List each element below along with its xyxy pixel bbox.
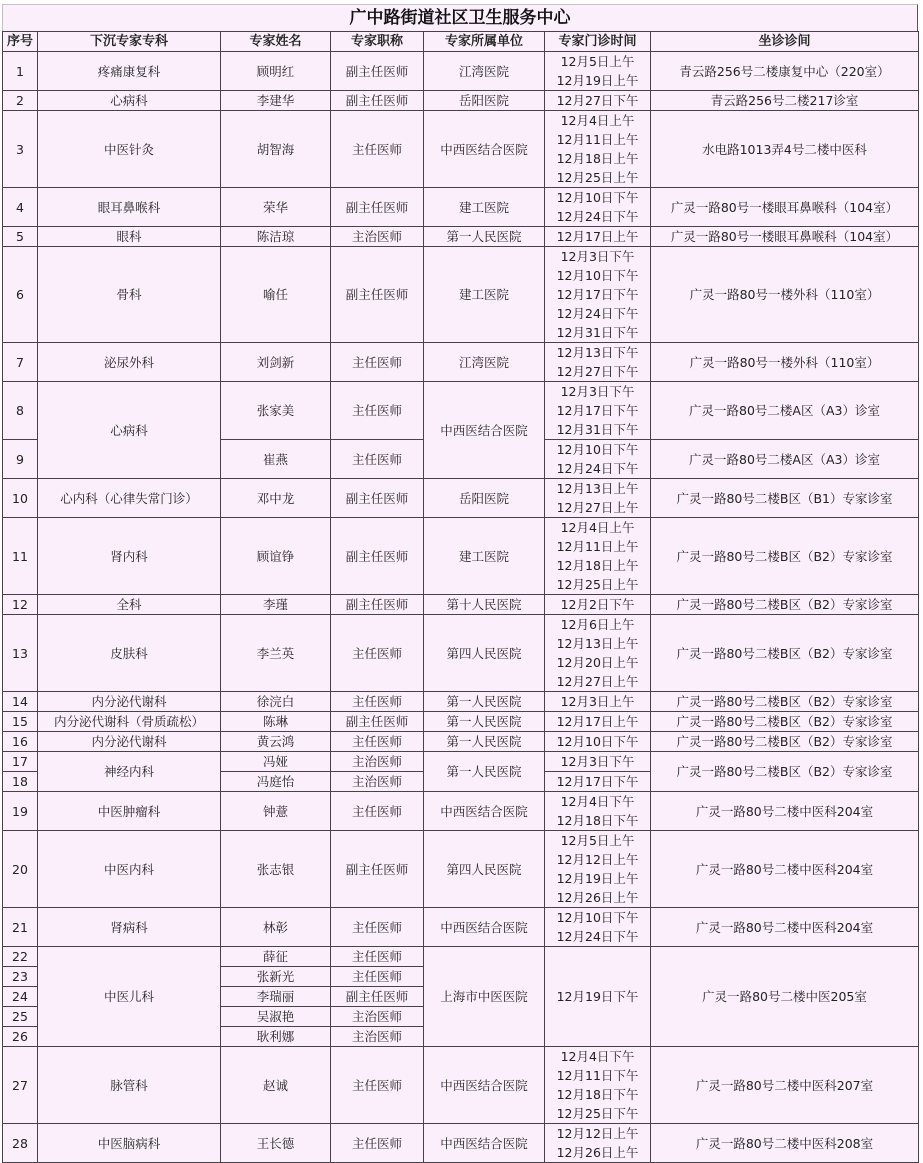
cell-room: 青云路256号二楼康复中心（220室） (651, 52, 919, 91)
time-slot: 12月24日下午 (556, 209, 639, 224)
cell-name: 李兰英 (221, 615, 331, 692)
cell-dept: 内分泌代谢科（骨质疏松） (38, 712, 221, 732)
cell-room: 广灵一路80号二楼B区（B2）专家诊室 (651, 712, 919, 732)
cell-unit: 第十人民医院 (424, 595, 545, 615)
time-slot: 12月19日下午 (556, 989, 639, 1004)
cell-title: 主治医师 (331, 1027, 424, 1047)
cell-room: 广灵一路80号二楼B区（B2）专家诊室 (651, 615, 919, 692)
cell-times (545, 947, 651, 1047)
time-slot: 12月13日下午 (556, 345, 639, 360)
cell-name: 陈洁琼 (221, 227, 331, 247)
time-slot: 12月26日上午 (556, 890, 639, 905)
time-slot: 12月27日上午 (556, 500, 639, 515)
cell-unit: 岳阳医院 (424, 91, 545, 111)
cell-title: 副主任医师 (331, 595, 424, 615)
time-slot: 12月19日上午 (556, 73, 639, 88)
time-slot: 12月19日上午 (556, 871, 639, 886)
cell-room: 广灵一路80号二楼中医科204室 (651, 792, 919, 831)
time-slot: 12月5日上午 (560, 833, 635, 848)
cell-unit: 江湾医院 (424, 52, 545, 91)
time-slot: 12月31日下午 (556, 325, 639, 340)
cell-dept: 内分泌代谢科 (38, 732, 221, 752)
cell-title: 主任医师 (331, 1124, 424, 1163)
time-slot: 12月5日上午 (560, 54, 635, 69)
time-slot: 12月27日下午 (556, 93, 639, 108)
time-slot: 12月24日下午 (556, 306, 639, 321)
cell-dept: 眼科 (38, 227, 221, 247)
cell-dept: 中医内科 (38, 831, 221, 908)
header-room: 坐诊诊间 (651, 32, 919, 52)
cell-name: 崔燕 (221, 440, 331, 479)
cell-title: 副主任医师 (331, 518, 424, 595)
cell-times (545, 792, 651, 831)
cell-times (545, 752, 651, 772)
cell-times (545, 343, 651, 382)
cell-unit: 第一人民医院 (424, 227, 545, 247)
cell-title: 主任医师 (331, 692, 424, 712)
table-row (3, 947, 919, 967)
cell-no: 8 (3, 382, 38, 440)
cell-dept: 肾病科 (38, 908, 221, 947)
cell-title: 主任医师 (331, 382, 424, 440)
cell-title: 主任医师 (331, 440, 424, 479)
cell-name: 赵诚 (221, 1047, 331, 1124)
cell-times (545, 227, 651, 247)
cell-times (545, 692, 651, 712)
cell-unit: 江湾医院 (424, 343, 545, 382)
cell-room: 广灵一路80号二楼中医205室 (651, 947, 919, 1047)
time-slot: 12月17日下午 (556, 403, 639, 418)
cell-title: 主任医师 (331, 947, 424, 967)
cell-times (545, 382, 651, 440)
cell-no: 1 (3, 52, 38, 91)
cell-title: 主任医师 (331, 967, 424, 987)
cell-room: 广灵一路80号一楼眼耳鼻喉科（104室） (651, 227, 919, 247)
cell-room: 广灵一路80号二楼B区（B2）专家诊室 (651, 752, 919, 792)
cell-unit: 第一人民医院 (424, 752, 545, 792)
cell-name: 顾谊铮 (221, 518, 331, 595)
cell-no: 5 (3, 227, 38, 247)
cell-times (545, 91, 651, 111)
cell-unit: 第四人民医院 (424, 615, 545, 692)
cell-room: 广灵一路80号二楼B区（B2）专家诊室 (651, 595, 919, 615)
table-row (3, 382, 919, 440)
time-slot: 12月25日上午 (556, 577, 639, 592)
time-slot: 12月3日上午 (560, 694, 635, 709)
cell-name: 喻任 (221, 247, 331, 343)
cell-name: 张新光 (221, 967, 331, 987)
cell-title: 主任医师 (331, 111, 424, 188)
table-row (3, 1047, 919, 1124)
cell-name: 李瑞丽 (221, 987, 331, 1007)
expert-schedule-table (2, 31, 919, 1163)
header-no: 序号 (3, 32, 38, 52)
cell-name: 胡智海 (221, 111, 331, 188)
schedule-sheet (2, 4, 918, 1163)
page-title: 广中路街道社区卫生服务中心 (2, 4, 918, 31)
time-slot: 12月10日下午 (556, 268, 639, 283)
cell-unit: 第四人民医院 (424, 831, 545, 908)
cell-times (545, 772, 651, 792)
cell-name: 黄云鸿 (221, 732, 331, 752)
cell-title: 副主任医师 (331, 987, 424, 1007)
cell-dept: 泌尿外科 (38, 343, 221, 382)
time-slot: 12月27日上午 (556, 674, 639, 689)
time-slot: 12月11日下午 (556, 1068, 639, 1083)
time-slot: 12月25日上午 (556, 170, 639, 185)
cell-unit: 中西医结合医院 (424, 111, 545, 188)
time-slot: 12月17日下午 (556, 774, 639, 789)
cell-unit: 第一人民医院 (424, 712, 545, 732)
cell-room: 广灵一路80号二楼A区（A3）诊室 (651, 440, 919, 479)
table-row (3, 831, 919, 908)
time-slot: 12月24日下午 (556, 461, 639, 476)
cell-dept: 全科 (38, 595, 221, 615)
cell-room: 广灵一路80号二楼B区（B2）专家诊室 (651, 518, 919, 595)
time-slot: 12月11日上午 (556, 539, 639, 554)
cell-room: 广灵一路80号二楼A区（A3）诊室 (651, 382, 919, 440)
cell-room: 广灵一路80号一楼眼耳鼻喉科（104室） (651, 188, 919, 227)
cell-room: 广灵一路80号二楼中医科204室 (651, 831, 919, 908)
cell-dept: 眼耳鼻喉科 (38, 188, 221, 227)
cell-unit: 中西医结合医院 (424, 382, 545, 479)
cell-times (545, 52, 651, 91)
cell-dept: 内分泌代谢科 (38, 692, 221, 712)
cell-room: 水电路1013弄4号二楼中医科 (651, 111, 919, 188)
cell-unit: 中西医结合医院 (424, 1124, 545, 1163)
table-row (3, 188, 919, 227)
cell-name: 顾明红 (221, 52, 331, 91)
header-unit: 专家所属单位 (424, 32, 545, 52)
cell-room: 广灵一路80号二楼中医科208室 (651, 1124, 919, 1163)
cell-no: 12 (3, 595, 38, 615)
cell-title: 副主任医师 (331, 479, 424, 518)
cell-no: 23 (3, 967, 38, 987)
cell-name: 林彰 (221, 908, 331, 947)
cell-title: 主治医师 (331, 1007, 424, 1027)
cell-room: 广灵一路80号二楼B区（B1）专家诊室 (651, 479, 919, 518)
time-slot: 12月4日下午 (560, 1049, 635, 1064)
cell-no: 15 (3, 712, 38, 732)
cell-room: 青云路256号二楼217诊室 (651, 91, 919, 111)
time-slot: 12月31日下午 (556, 422, 639, 437)
cell-name: 张家美 (221, 382, 331, 440)
cell-unit: 中西医结合医院 (424, 1047, 545, 1124)
cell-dept: 中医儿科 (38, 947, 221, 1047)
cell-no: 4 (3, 188, 38, 227)
cell-times (545, 712, 651, 732)
time-slot: 12月13日上午 (556, 481, 639, 496)
cell-no: 9 (3, 440, 38, 479)
time-slot: 12月13日上午 (556, 636, 639, 651)
cell-unit: 上海市中医医院 (424, 947, 545, 1047)
cell-name: 李瑾 (221, 595, 331, 615)
time-slot: 12月12日上午 (556, 852, 639, 867)
cell-name: 吴淑艳 (221, 1007, 331, 1027)
time-slot: 12月4日上午 (560, 520, 635, 535)
cell-no: 3 (3, 111, 38, 188)
time-slot: 12月3日下午 (560, 754, 635, 769)
cell-dept: 心内科（心律失常门诊） (38, 479, 221, 518)
cell-room: 广灵一路80号二楼中医科204室 (651, 908, 919, 947)
cell-title: 主治医师 (331, 752, 424, 772)
cell-dept: 脉管科 (38, 1047, 221, 1124)
time-slot: 12月4日上午 (560, 113, 635, 128)
cell-dept: 皮肤科 (38, 615, 221, 692)
cell-title: 主治医师 (331, 227, 424, 247)
header-name: 专家姓名 (221, 32, 331, 52)
cell-title: 副主任医师 (331, 831, 424, 908)
cell-room: 广灵一路80号二楼B区（B2）专家诊室 (651, 692, 919, 712)
cell-title: 副主任医师 (331, 188, 424, 227)
time-slot: 12月17日上午 (556, 714, 639, 729)
cell-name: 冯娅 (221, 752, 331, 772)
table-row (3, 479, 919, 518)
table-row (3, 752, 919, 772)
time-slot: 12月2日下午 (560, 597, 635, 612)
table-row (3, 227, 919, 247)
table-row (3, 52, 919, 91)
time-slot: 12月25日下午 (556, 1106, 639, 1121)
cell-room: 广灵一路80号二楼B区（B2）专家诊室 (651, 732, 919, 752)
time-slot: 12月17日上午 (556, 229, 639, 244)
cell-times (545, 595, 651, 615)
cell-name: 徐浣白 (221, 692, 331, 712)
cell-no: 6 (3, 247, 38, 343)
time-slot: 12月18日上午 (556, 558, 639, 573)
cell-no: 21 (3, 908, 38, 947)
cell-no: 22 (3, 947, 38, 967)
cell-no: 25 (3, 1007, 38, 1027)
cell-unit: 建工医院 (424, 518, 545, 595)
cell-times (545, 908, 651, 947)
time-slot: 12月11日上午 (556, 132, 639, 147)
cell-times (545, 831, 651, 908)
cell-unit: 中西医结合医院 (424, 908, 545, 947)
cell-no: 17 (3, 752, 38, 772)
cell-unit: 第一人民医院 (424, 732, 545, 752)
cell-no: 20 (3, 831, 38, 908)
time-slot: 12月4日下午 (560, 794, 635, 809)
cell-no: 14 (3, 692, 38, 712)
table-row (3, 595, 919, 615)
cell-name: 邓中龙 (221, 479, 331, 518)
cell-name: 刘剑新 (221, 343, 331, 382)
time-slot: 12月10日下午 (556, 190, 639, 205)
table-row (3, 91, 919, 111)
cell-no: 11 (3, 518, 38, 595)
time-slot: 12月18日下午 (556, 813, 639, 828)
cell-times (545, 732, 651, 752)
time-slot: 12月3日下午 (560, 384, 635, 399)
time-slot: 12月10日下午 (556, 442, 639, 457)
cell-no: 24 (3, 987, 38, 1007)
cell-title: 副主任医师 (331, 52, 424, 91)
cell-times (545, 1124, 651, 1163)
cell-dept: 骨科 (38, 247, 221, 343)
cell-title: 主治医师 (331, 772, 424, 792)
header-dept: 下沉专家专科 (38, 32, 221, 52)
cell-dept: 疼痛康复科 (38, 52, 221, 91)
time-slot: 12月20日上午 (556, 655, 639, 670)
cell-times (545, 479, 651, 518)
cell-title: 主任医师 (331, 1047, 424, 1124)
cell-title: 主任医师 (331, 792, 424, 831)
time-slot: 12月3日下午 (560, 249, 635, 264)
cell-times (545, 615, 651, 692)
cell-times (545, 111, 651, 188)
cell-no: 2 (3, 91, 38, 111)
table-row (3, 732, 919, 752)
cell-dept: 中医肿瘤科 (38, 792, 221, 831)
cell-name: 王长德 (221, 1124, 331, 1163)
table-row (3, 1124, 919, 1163)
cell-dept: 肾内科 (38, 518, 221, 595)
cell-times (545, 247, 651, 343)
cell-dept: 中医脑病科 (38, 1124, 221, 1163)
time-slot: 12月10日下午 (556, 910, 639, 925)
cell-title: 主任医师 (331, 343, 424, 382)
header-title: 专家职称 (331, 32, 424, 52)
time-slot: 12月24日下午 (556, 929, 639, 944)
table-row (3, 792, 919, 831)
cell-dept: 中医针灸 (38, 111, 221, 188)
table-row (3, 111, 919, 188)
cell-title: 副主任医师 (331, 91, 424, 111)
cell-name: 陈琳 (221, 712, 331, 732)
cell-room: 广灵一路80号一楼外科（110室） (651, 343, 919, 382)
table-row (3, 615, 919, 692)
cell-no: 18 (3, 772, 38, 792)
time-slot: 12月27日下午 (556, 364, 639, 379)
cell-no: 19 (3, 792, 38, 831)
cell-no: 7 (3, 343, 38, 382)
time-slot: 12月6日上午 (560, 617, 635, 632)
cell-name: 李建华 (221, 91, 331, 111)
header-time: 专家门诊时间 (545, 32, 651, 52)
cell-title: 副主任医师 (331, 712, 424, 732)
cell-unit: 建工医院 (424, 188, 545, 227)
cell-dept: 神经内科 (38, 752, 221, 792)
header-row (3, 32, 919, 52)
cell-unit: 岳阳医院 (424, 479, 545, 518)
cell-room: 广灵一路80号二楼中医科207室 (651, 1047, 919, 1124)
table-row (3, 712, 919, 732)
table-row (3, 247, 919, 343)
cell-name: 张志银 (221, 831, 331, 908)
cell-times (545, 1047, 651, 1124)
table-row (3, 518, 919, 595)
table-row (3, 692, 919, 712)
cell-unit: 第一人民医院 (424, 692, 545, 712)
cell-times (545, 518, 651, 595)
cell-title: 主任医师 (331, 908, 424, 947)
time-slot: 12月18日下午 (556, 1087, 639, 1102)
cell-no: 16 (3, 732, 38, 752)
cell-no: 28 (3, 1124, 38, 1163)
cell-name: 荣华 (221, 188, 331, 227)
time-slot: 12月10日下午 (556, 734, 639, 749)
cell-no: 27 (3, 1047, 38, 1124)
time-slot: 12月18日上午 (556, 151, 639, 166)
cell-no: 26 (3, 1027, 38, 1047)
cell-room: 广灵一路80号一楼外科（110室） (651, 247, 919, 343)
cell-title: 副主任医师 (331, 247, 424, 343)
table-body (3, 52, 919, 1163)
cell-times (545, 440, 651, 479)
cell-name: 冯庭怡 (221, 772, 331, 792)
time-slot: 12月26日上午 (556, 1145, 639, 1160)
table-row (3, 908, 919, 947)
cell-unit: 建工医院 (424, 247, 545, 343)
cell-name: 薛征 (221, 947, 331, 967)
time-slot: 12月17日下午 (556, 287, 639, 302)
time-slot: 12月12日上午 (556, 1126, 639, 1141)
cell-name: 钟薏 (221, 792, 331, 831)
cell-dept: 心病科 (38, 91, 221, 111)
cell-no: 13 (3, 615, 38, 692)
cell-name: 耿利娜 (221, 1027, 331, 1047)
cell-title: 主任医师 (331, 732, 424, 752)
cell-unit: 中西医结合医院 (424, 792, 545, 831)
table-row (3, 343, 919, 382)
cell-no: 10 (3, 479, 38, 518)
cell-title: 主任医师 (331, 615, 424, 692)
cell-times (545, 188, 651, 227)
cell-dept: 心病科 (38, 382, 221, 479)
